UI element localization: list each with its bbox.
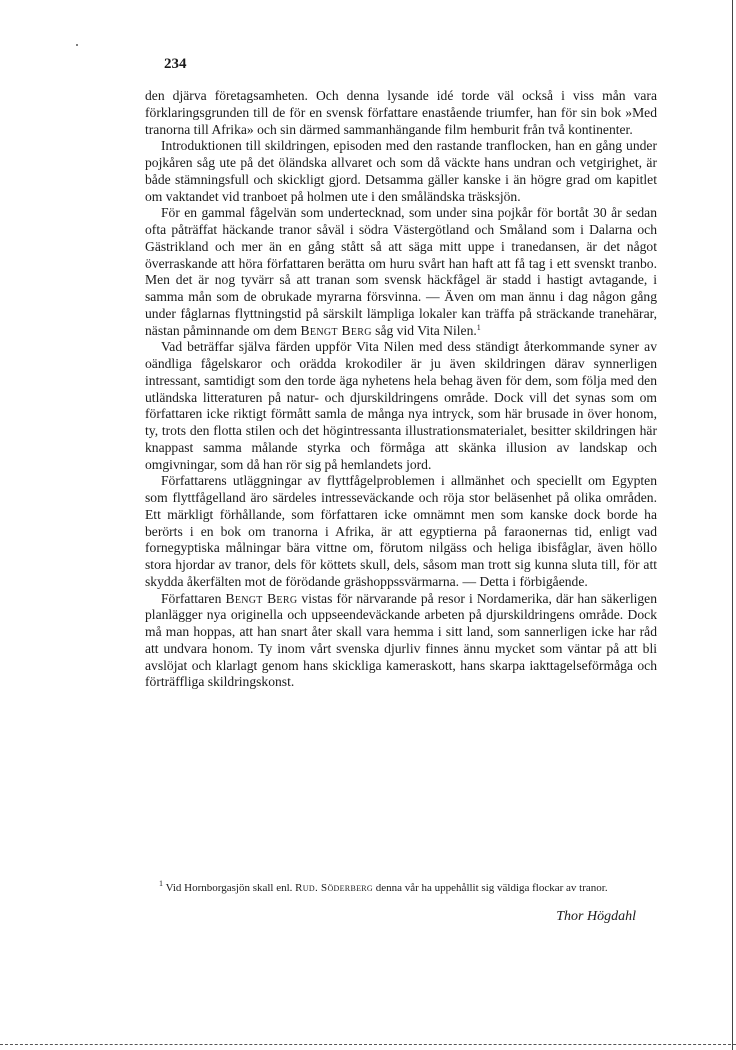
paragraph-3 (145, 205, 657, 339)
article-body (145, 88, 657, 691)
footnote-name: Rud. Söderberg (295, 882, 373, 894)
paragraph-1: den djärva företagsamheten. Och denna lysande idé torde väl också i viss mån vara förklaringsgrunden till de för en svensk författare enastående triumfer, han för sin bok »Med tranorna till Afrika» och sin därmed sammanhängande film hemburit från två kontinenter. (145, 88, 657, 137)
footnote-reference: 1 (476, 322, 481, 332)
footnote-text: Vid Hornborgasjön skall enl. (165, 882, 293, 894)
signature: Thor Högdahl (556, 909, 636, 924)
paragraph-2: Introduktionen till skildringen, episoden med den rastande tranflocken, han en gång under pojkåren såg ute på det öländska allvaret och som då väckte hans undran och vetgirighet, är både stämningsfull och skickligt gjord. Detsamma gäller kanske i än högre grad om kapitlet om vaktandet vid tranboet på holmen ute i den småländska träsksjön. (145, 138, 657, 204)
footnote-text-end: denna vår ha uppehållit sig väldiga flockar av tranor. (375, 882, 608, 894)
paragraph-6-text-end: vistas för närvarande på resor i Nordamerika, där han säkerligen planlägger nya originella och uppseendeväckande arbeten på djurskildringens område. Dock må man hoppas, att han snart åter skall vara hemma i sitt land, som sannerligen icke har råd att undvara honom. Ty inom vårt svenska djurliv finnes ännu mycket som väntar på att bli avslöjat och klarlagt genom hans skickliga kameraskott, hans skarpa iakttagelseförmåga och förträffliga skildringskonst. (145, 590, 657, 690)
page-bottom-edge (0, 1044, 736, 1045)
paragraph-6-text: Författaren (161, 590, 222, 606)
author-name: Bengt Berg (300, 322, 372, 338)
page-edge-line (732, 0, 733, 1050)
footnote (145, 881, 657, 895)
paragraph-5: Författarens utläggningar av flyttfågelproblemen i allmänhet och speciellt om Egypten som flyttfågelland äro särdeles intresseväckande och röja stor beläsenhet på olika områden. Ett märkligt förhållande, som författaren icke omnämnt men som kanske dock borde ha berörts i en bok om tranorna i Afrika, är att egyptierna på faraonernas tid, enligt vad fornegyptiska målningar bära vittne om, förutom nilgäss och heliga ibisfåglar, även höllo stora hjordar av tranor, dels för köttets skull, dels, såsom man trott sig kunna sluta till, för att skydda åkerfälten mot de förödande gräshoppssvärmarna. — Detta i förbigående. (145, 473, 657, 589)
paragraph-6 (145, 591, 657, 692)
paragraph-3-text-end: såg vid Vita Nilen. (375, 322, 477, 338)
author-name-2: Bengt Berg (225, 590, 298, 606)
scan-speck (76, 44, 78, 46)
page-number: 234 (164, 56, 187, 72)
paragraph-3-text: För en gammal fågelvän som undertecknad, som under sina pojkår för bortåt 30 år sedan ofta påträffat häckande tranor såväl i södra Västergötland och Småland som i Dalarna och Gästrikland och mer än en gång stått så att säga mitt uppe i tranedansen, är det något överraskande att höra författaren berätta om huru svårt han haft att få tag i ett svenskt tranbo. Men det är nog tyvärr så att tranan som svensk häckfågel är stadd i hastigt avtagande, i samma mån som de obrukade myrarna försvinna. — Även om man ännu i dag någon gång under fåglarnas flyttningstid på särskilt lämpliga lokaler kan träffa på sträckande tranehärar, nästan påminnande om dem (145, 205, 657, 338)
footnote-mark: 1 (159, 879, 163, 888)
paragraph-4: Vad beträffar själva färden uppför Vita Nilen med dess ständigt återkommande syner av oändliga fågelskaror och orädda krokodiler är ju även skildringen därav synnerligen intressant, samtidigt som den torde äga nyhetens hela behag även för dem, som följa med den utländska litteraturen på natur- och djurskildringens område. Dock vill det synas som om författaren icke riktigt förmått samla de många nya intryck, som här brusade in över honom, ty, trots den flotta stilen och det högintressanta illustrationsmaterialet, besitter skildringen här knappast samma målande styrka och förmåga att skänka illusion av landskap och omgivningar, som då han rör sig på hemlandets jord. (145, 339, 657, 472)
